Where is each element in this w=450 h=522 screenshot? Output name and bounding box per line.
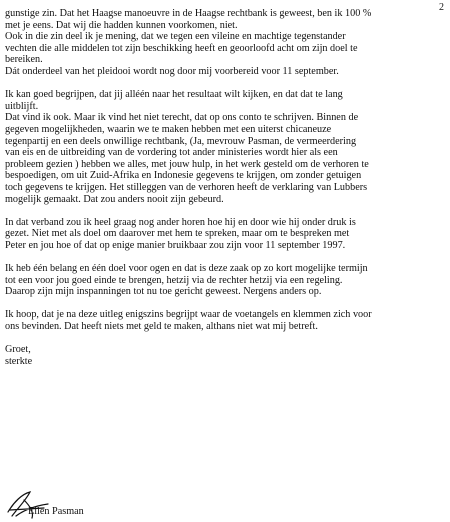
text-line: Dat vind ik ook. Maar ik vind het niet terecht, dat op ons conto te schrijven. Binnen de <box>5 112 359 124</box>
text-line: met je eens. Dat wij die hadden kunnen voorkomen, niet. <box>5 19 238 31</box>
text-line: ons bevinden. Dat heeft niets met geld te maken, althans niet wat mij betreft. <box>5 321 318 333</box>
text-line: gunstige zin. Dat het Haagse manoeuvre in de Haagse rechtbank is geweest, ben ik 100 % <box>5 8 372 19</box>
text-line: Daarop zijn mijn inspanningen tot nu toe gericht geweest. Nergens anders op. <box>5 286 322 298</box>
page-number: 2 <box>439 2 444 13</box>
text-line: probleem gezien ) hebben we alles, met jouw hulp, in het werk gesteld om de verhoren te <box>5 158 369 170</box>
paragraph <box>5 309 445 332</box>
letter-closing <box>5 344 445 367</box>
paragraph <box>5 217 445 252</box>
text-line: Ik heb één belang en één doel voor ogen en dat is deze zaak op zo kort mogelijke termijn <box>5 263 368 275</box>
text-line: gezet. Niet met als doel om daarover met hem te spreken, maar om te bespreken met <box>5 228 350 240</box>
text-line: bereiken. <box>5 54 43 66</box>
text-line: tegenpartij en een deels onwillige rechtbank, (Ja, mevrouw Pasman, de vermeerdering <box>5 135 357 147</box>
closing-wish: sterkte <box>5 355 33 367</box>
text-line: Peter en jou hoe of dat op enige manier bruikbaar zou zijn voor 11 september 1997. <box>5 239 346 251</box>
text-line: Ook in die zin deel ik je mening, dat we tegen een vileine en machtige tegenstander <box>5 31 346 43</box>
text-line: uitblijft. <box>5 100 39 112</box>
text-line: Dát onderdeel van het pleidooi wordt nog door mij voorbereid voor 11 september. <box>5 65 339 77</box>
text-line: vechten die alle middelen tot zijn beschikking heeft en geoorloofd acht om zijn doel te <box>5 42 358 54</box>
text-line: toch gegevens te krijgen. Het stilleggen van de verhoren heeft de verklaring van Lubbers <box>5 181 368 193</box>
letter-body <box>5 8 445 367</box>
paragraph <box>5 89 445 205</box>
signature-block <box>4 488 124 520</box>
text-line: tot een voor jou goed einde te brengen, hetzij via de rechter hetzij via een regeling. <box>5 274 343 286</box>
text-line: Ik kan goed begrijpen, dat jij alléén naar het resultaat wilt kijken, en dat dat te lang <box>5 89 343 101</box>
text-line: bespoedigen, om uit Zuid-Afrika en Indonesie gegevens te krijgen, om zonder getuigen <box>5 170 362 182</box>
paragraph <box>5 263 445 298</box>
text-line: Ik hoop, dat je na deze uitleg enigszins begrijpt waar de voetangels en klemmen zich voor <box>5 309 372 321</box>
text-line: van eis en de uitbreiding van de vordering tot ander ministeries wordt hier als een <box>5 147 338 159</box>
text-line: In dat verband zou ik heel graag nog ander horen hoe hij en door wie hij onder druk is <box>5 216 356 228</box>
closing-greeting: Groet, <box>5 344 31 356</box>
paragraph <box>5 8 445 78</box>
text-line: gegeven mogelijkheden, waarin we te maken hebben met een uiterst chicaneuze <box>5 123 332 135</box>
sender-name: Ellen Pasman <box>28 506 84 517</box>
text-line: mogelijk gemaakt. Dat zou anders nooit zijn gebeurd. <box>5 193 224 205</box>
